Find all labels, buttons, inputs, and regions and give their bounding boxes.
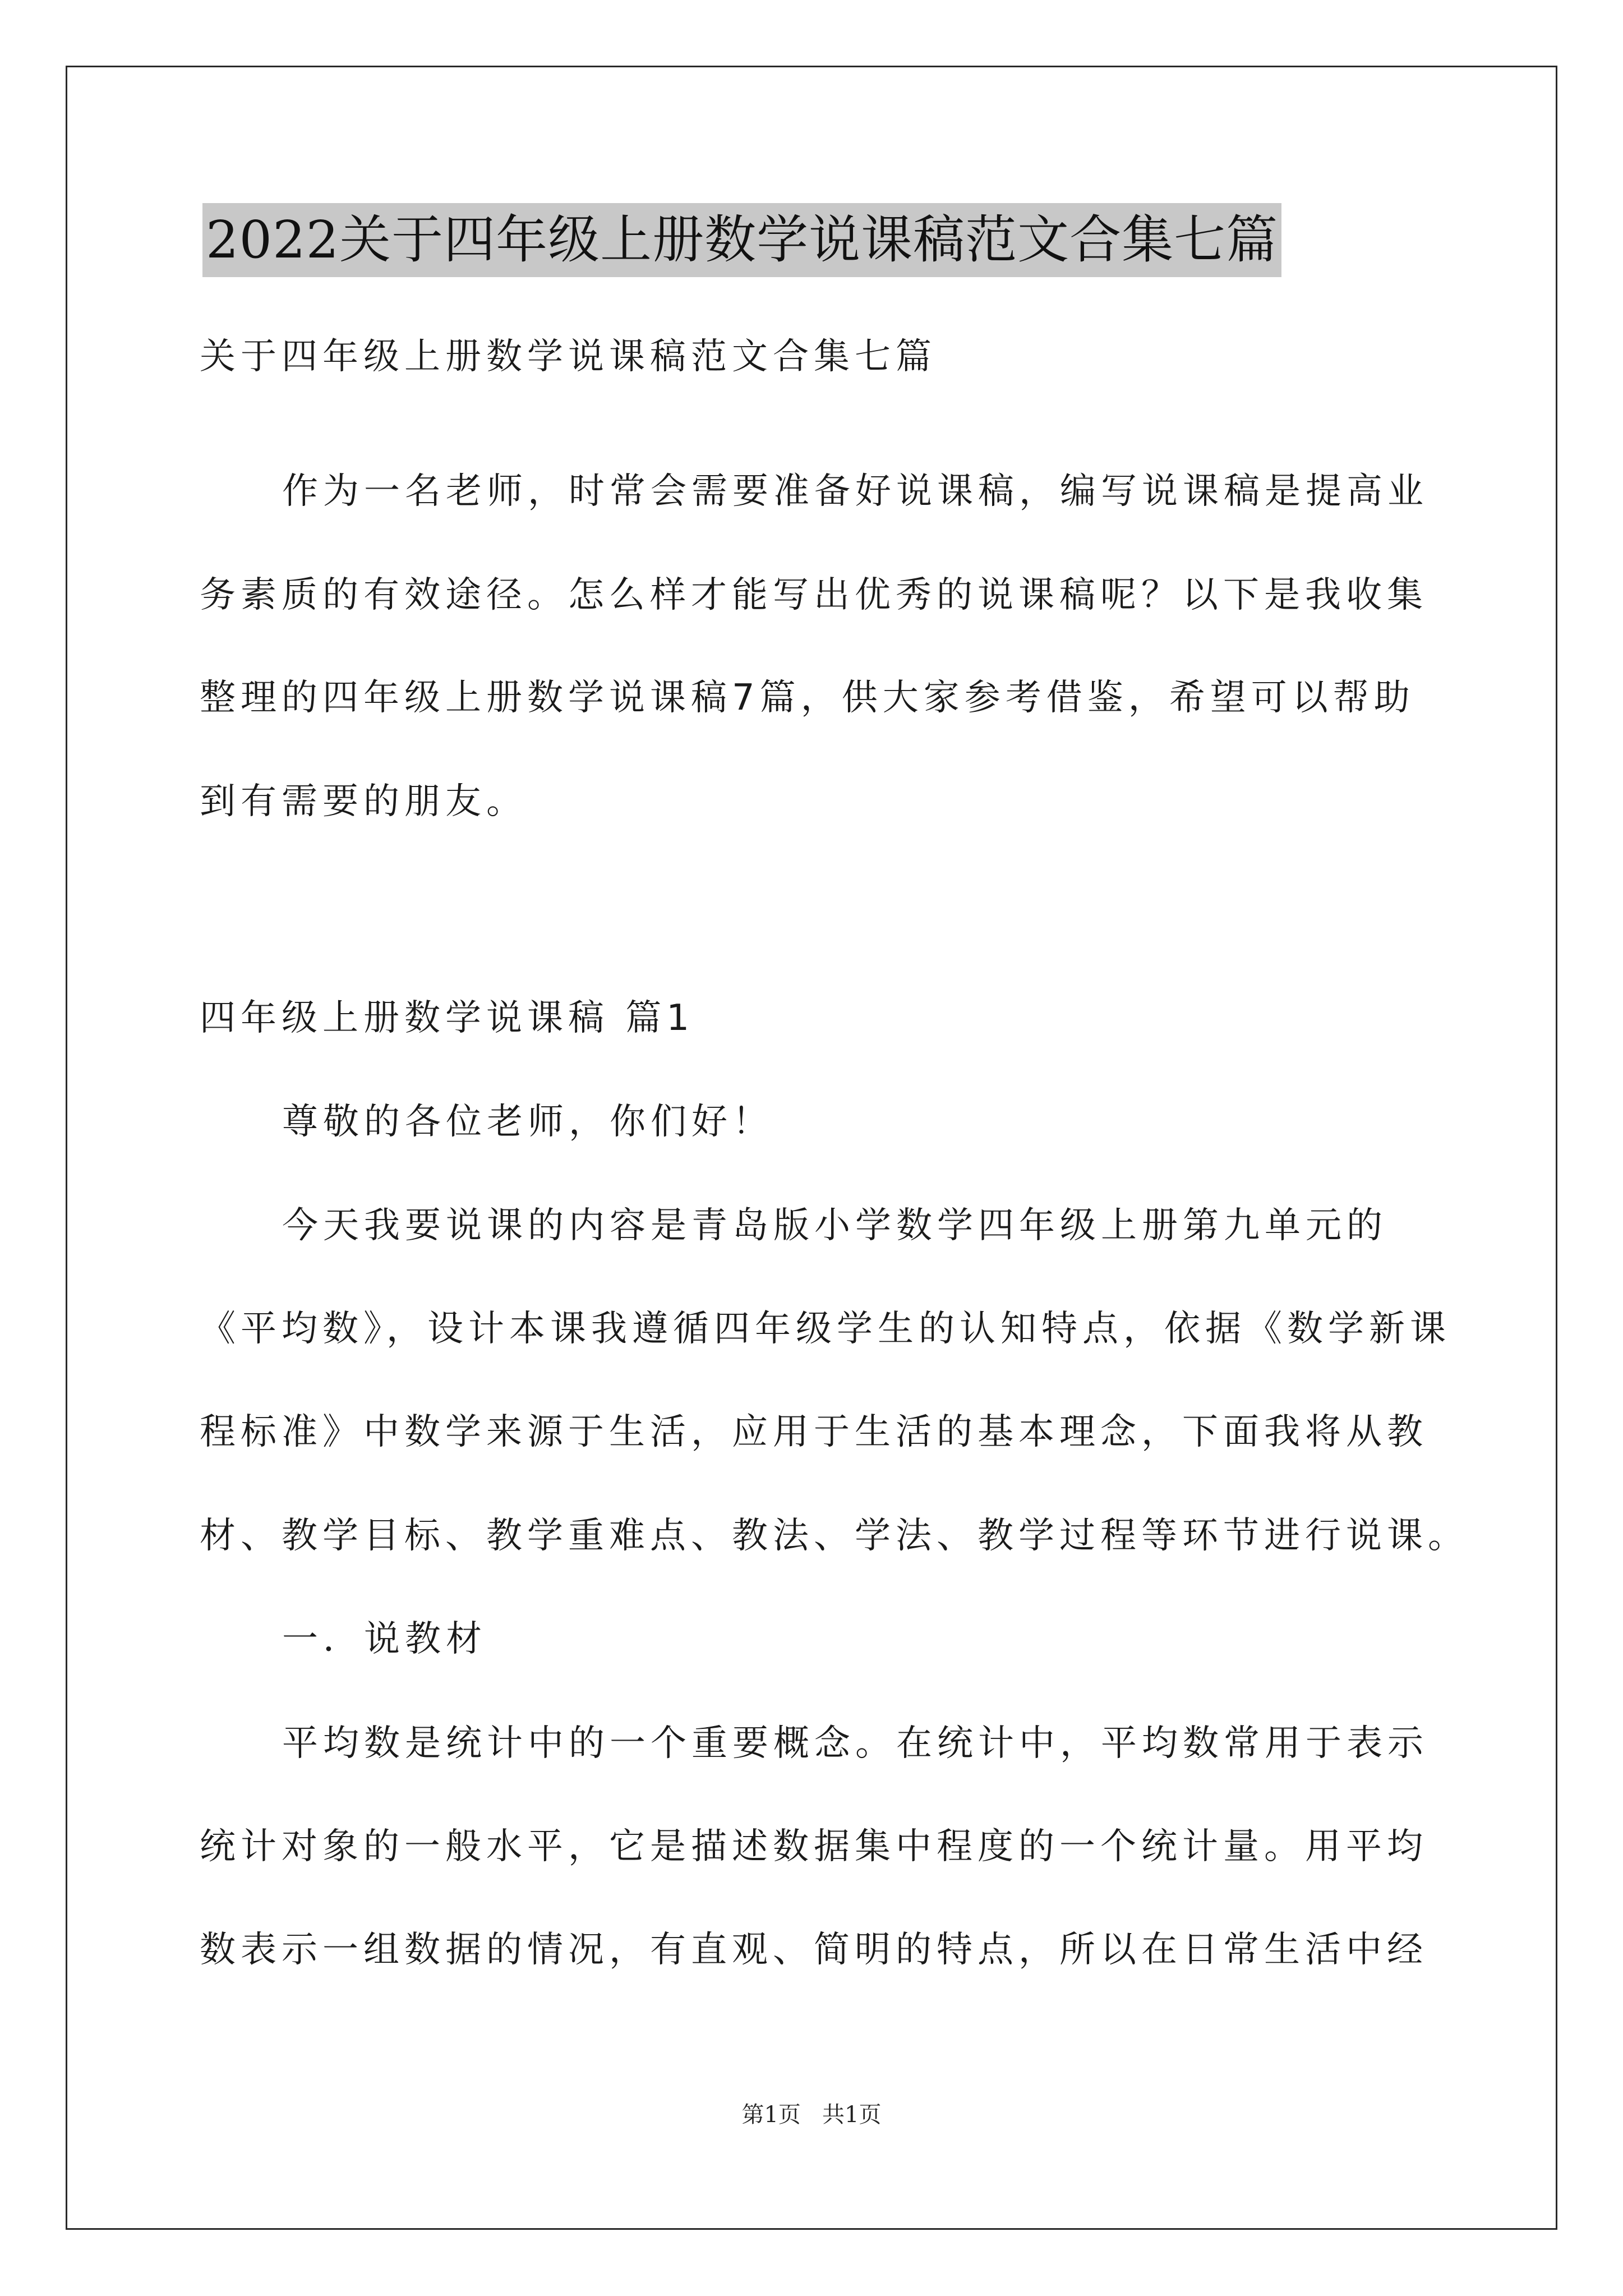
para2-line-1: 平均数是统计中的一个重要概念。在统计中，平均数常用于表示: [282, 1723, 1428, 1764]
intro-line-2: 务素质的有效途径。怎么样才能写出优秀的说课稿呢？以下是我收集: [200, 574, 1428, 616]
para1-line-1: 今天我要说课的内容是青岛版小学数学四年级上册第九单元的: [282, 1205, 1387, 1246]
para1-line-2: 《平均数》，设计本课我遵循四年级学生的认知特点，依据《数学新课: [200, 1308, 1451, 1350]
page-border: [66, 66, 1557, 2230]
subheading: 一．说教材: [282, 1618, 487, 1660]
intro-line-1: 作为一名老师，时常会需要准备好说课稿，编写说课稿是提高业: [282, 471, 1428, 512]
para1-line-4: 材、教学目标、教学重难点、教法、学法、教学过程等环节进行说课。: [200, 1515, 1469, 1557]
intro-line-4: 到有需要的朋友。: [200, 781, 527, 822]
para2-line-3: 数表示一组数据的情况，有直观、简明的特点，所以在日常生活中经: [200, 1929, 1428, 1971]
para1-line-3: 程标准》中数学来源于生活，应用于生活的基本理念，下面我将从教: [200, 1411, 1428, 1453]
para2-line-2: 统计对象的一般水平，它是描述数据集中程度的一个统计量。用平均: [200, 1826, 1428, 1867]
document-subtitle: 关于四年级上册数学说课稿范文合集七篇: [200, 336, 937, 378]
document-title: 2022关于四年级上册数学说课稿范文合集七篇: [202, 203, 1281, 277]
section-heading: 四年级上册数学说课稿 篇1: [200, 997, 695, 1039]
page-footer: 第1页 共1页: [741, 2102, 882, 2128]
intro-line-3: 整理的四年级上册数学说课稿7篇，供大家参考借鉴，希望可以帮助: [200, 677, 1415, 719]
greeting-line: 尊敬的各位老师，你们好！: [282, 1101, 773, 1143]
